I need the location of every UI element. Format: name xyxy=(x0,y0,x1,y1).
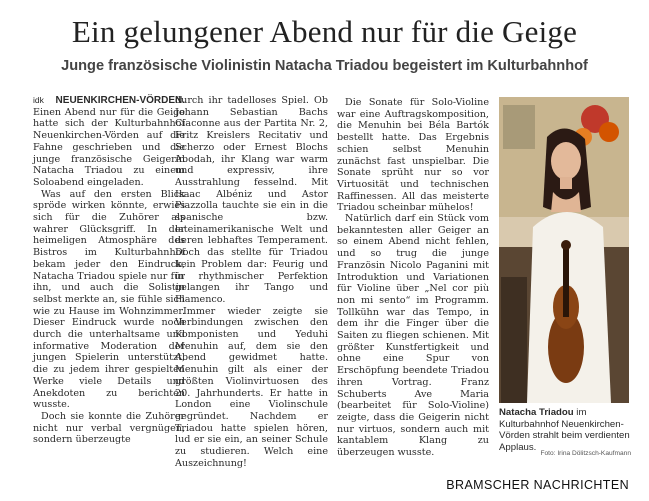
dateline: NEUENKIRCHEN-VÖRDEN. xyxy=(55,95,185,106)
paragraph-text: Einen Abend nur für die Geige hatte sich der Kulturbahnhof Neuenkirchen-Vörden auf die Fahne geschrieben und die junge französische Geigerin Natacha Triadou zu einem Soloabend eingeladen. xyxy=(33,106,185,188)
headline: Ein gelungener Abend nur für die Geige xyxy=(71,14,578,49)
paragraph: Was auf den ersten Blick spröde wirken könnte, erwies sich für die Zuhörer als wahrer Glücksgriff. In der heimeligen Atmosphäre des Bistros im Kulturbahnhof bekam jeder den Eindruck, Natacha Triadou spiele nur für ihn, und auch die Solistin selbst merkte an, sie fühle sich wie zu Hause im Wohnzimmer. Dieser Eindruck wurde noch durch die unterhaltsame und informative Moderation der jungen Spielerin unterstützt, die zu jedem ihrer gespielten Werke viele Details und Anekdoten zu berichten wusste. xyxy=(33,188,185,411)
paragraph: Doch sie konnte die Zuhörer nicht nur verbal vergnügen, sondern überzeugte xyxy=(33,410,185,446)
subheadline: Junge französische Violinistin Natacha Triadou begeistert im Kulturbahnhof xyxy=(61,58,588,74)
photo-image xyxy=(499,97,629,403)
article-column-3 xyxy=(337,97,489,214)
caption-text: im Kulturbahnhof Neuenkirchen-Vörden strahlt beim verdienten Applaus. xyxy=(499,407,630,453)
article-column-3-continued xyxy=(337,213,489,459)
article-column-1 xyxy=(33,95,185,446)
paragraph: durch ihr tadelloses Spiel. Ob Johann Sebastian Bachs Ciaconne aus der Partita Nr. 2, Fritz Kreislers Recitativ und Scherzo oder Ernest Blochs Abodah, ihr Klang war warm und expressiv, ihre Ausstrahlung fesselnd. Mit Isaac Albéniz und Astor Piazzolla tauchte sie ein in die spanische bzw. lateinamerikanische Welt und deren lebhaftes Temperament. Doch das stellte für Triadou kein Problem dar: Feurig und in rhythmischer Perfektion gelangen ihr Tango und Flamenco. xyxy=(175,95,328,305)
violinist-photo xyxy=(499,97,629,403)
publication-source: BRAMSCHER NACHRICHTEN xyxy=(446,478,629,492)
paragraph: Die Sonate für Solo-Violine war eine Auftragskomposition, die Menuhin bei Béla Bartók bestellt hatte. Das Ergebnis schien selbst Menuhin zunächst fast unspielbar. Die Sonate sprüht nur so vor Virtuosität und technischen Raffinessen. All das meisterte Triadou scheinbar mühelos! xyxy=(337,97,489,214)
paragraph: Natürlich darf ein Stück vom bekanntesten aller Geiger an so einem Abend nicht fehlen, und so trug die junge Französin Nicolo Paganini mit Introduktion und Variationen für Violine über „Nel cor più non mi sento“ im Programm. Tollkühn war das Tempo, in dem ihr die Finger über die Saiten zu fliegen schienen. Mit größter Kunstfertigkeit und ohne eine Spur von Erschöpfung beendete Triadou ihren Vortrag. Franz Schuberts Ave Maria (bearbeitet für Solo-Violine) zeigte, dass die Geigerin nicht nur virtuos, sondern auch mit kantablem Klang zu überzeugen wusste. xyxy=(337,213,489,459)
photo-credit: Foto: Irina Dölitzsch-Kaufmann xyxy=(540,450,631,457)
paragraph: Immer wieder zeigte sie Verbindungen zwischen den Komponisten und Yeduhi Menuhin auf, dem sie den Abend gewidmet hatte. Menuhin gilt als einer der größten Violinvirtuosen des 20. Jahrhunderts. Er hatte in London eine Violinschule gegründet. Nachdem er Triadou hatte spielen hören, lud er sie ein, an seiner Schule zu studieren. Welch eine Auszeichnung! xyxy=(175,305,328,469)
article-column-2 xyxy=(175,95,328,470)
lead-paragraph xyxy=(33,95,185,189)
photo-caption xyxy=(499,407,631,453)
caption-name: Natacha Triadou xyxy=(499,407,574,418)
author-code: idk xyxy=(33,95,44,105)
